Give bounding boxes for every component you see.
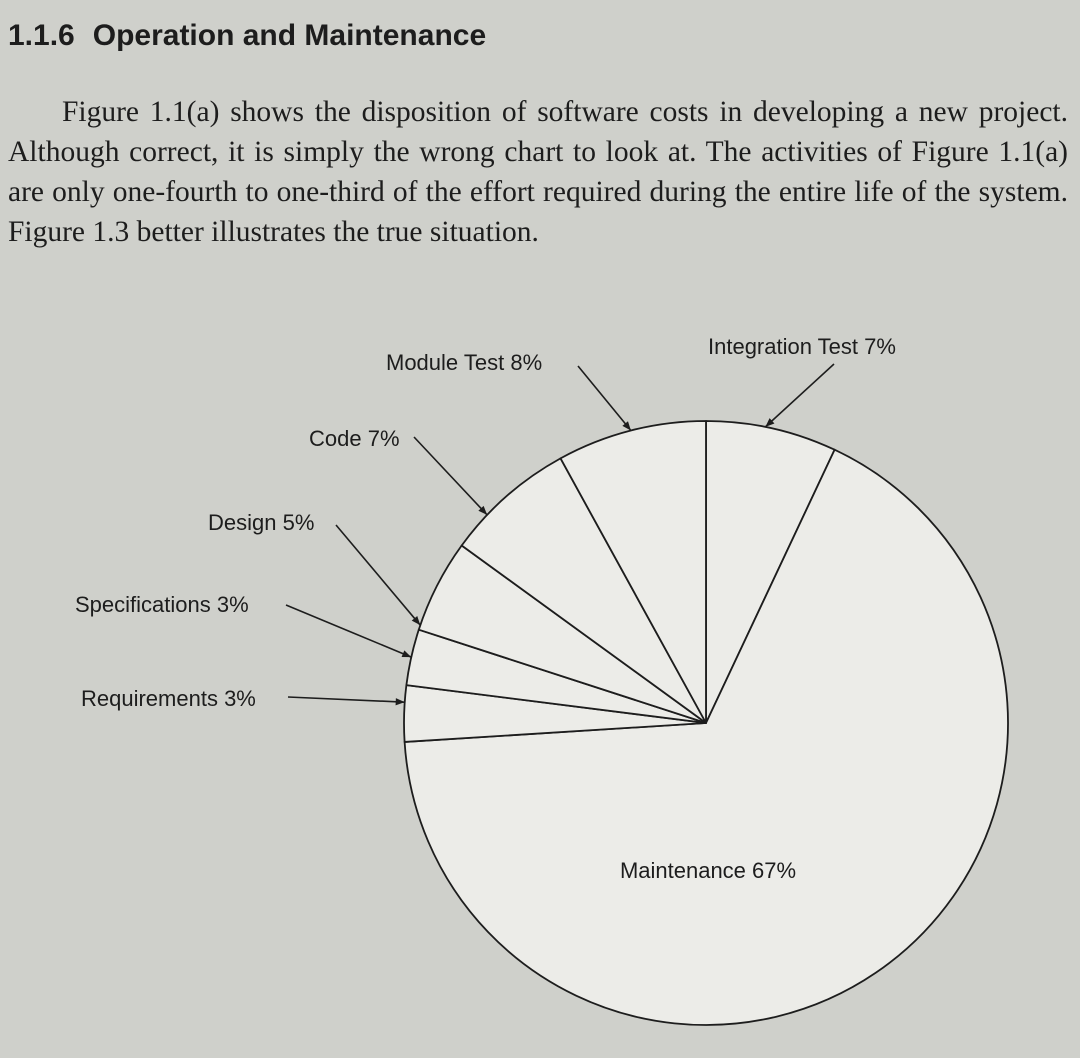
leader-arrow-module-test xyxy=(578,366,631,430)
leader-arrow-specifications xyxy=(286,605,411,657)
label-maintenance: Maintenance 67% xyxy=(619,858,797,883)
label-integration-test: Integration Test 7% xyxy=(708,334,896,359)
section-number: 1.1.6 xyxy=(8,19,75,52)
leader-arrow-code xyxy=(414,437,487,515)
section-paragraph: Figure 1.1(a) shows the disposition of software costs in developing a new project. Although correct, it is simply the wrong chart to look at. The activities of Figure 1.1(a) are only one-fourth to one-third of the effort required during the entire life of the system. Figure 1.3 better illustrates the true situation. xyxy=(8,96,1068,248)
label-module-test: Module Test 8% xyxy=(386,350,543,375)
section-title: Operation and Maintenance xyxy=(92,19,487,52)
label-design: Design 5% xyxy=(208,510,315,535)
label-specifications: Specifications 3% xyxy=(75,592,249,617)
leader-arrow-requirements xyxy=(288,697,405,702)
label-requirements: Requirements 3% xyxy=(81,686,256,711)
leader-arrow-integration-test xyxy=(765,364,834,427)
leader-arrow-design xyxy=(336,525,420,625)
label-code: Code 7% xyxy=(309,426,400,451)
